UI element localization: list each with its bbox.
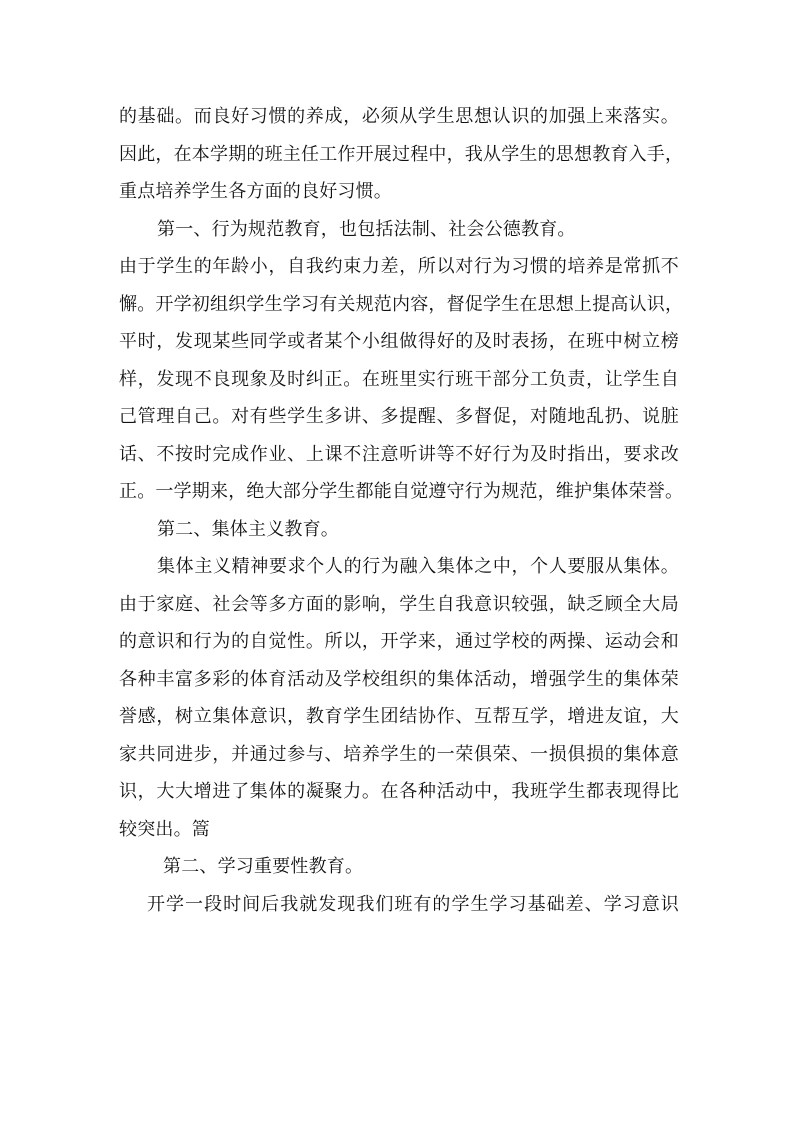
text-line: 集体主义精神要求个人的行为融入集体之中，个人要服从集体。 — [157, 556, 679, 577]
text-line: 识，大大增进了集体的凝聚力。在各种活动中，我班学生都表现得比 — [119, 781, 679, 802]
text-line: 家共同进步，并通过参与、培养学生的一荣俱荣、一损俱损的集体意 — [119, 743, 679, 765]
text-line: 的基础。而良好习惯的养成，必须从学生思想认识的加强上来落实。 — [119, 106, 679, 127]
text-line: 誉感，树立集体意识，教育学生团结协作、互帮互学，增进友谊，大 — [119, 706, 679, 727]
text-line: 平时，发现某些同学或者某个小组做得好的及时表扬，在班中树立榜 — [119, 331, 679, 352]
text-line: 懈。开学初组织学生学习有关规范内容，督促学生在思想上提高认识， — [119, 293, 684, 315]
text-line: 各种丰富多彩的体育活动及学校组织的集体活动，增强学生的集体荣 — [119, 668, 679, 690]
text-line: 重点培养学生各方面的良好习惯。 — [119, 181, 392, 202]
text-line: 的意识和行为的自觉性。所以，开学来，通过学校的两操、运动会和 — [119, 631, 679, 652]
text-line: 由于家庭、社会等多方面的影响，学生自我意识较强，缺乏顾全大局 — [119, 593, 679, 615]
text-line: 因此，在本学期的班主任工作开展过程中，我从学生的思想教育入手， — [119, 143, 684, 165]
section-heading: 第一、行为规范教育，也包括法制、社会公德教育。 — [157, 218, 576, 240]
body-text — [119, 98, 684, 923]
text-line: 己管理自己。对有些学生多讲、多提醒、多督促，对随地乱扔、说脏 — [119, 406, 679, 427]
text-line: 由于学生的年龄小，自我约束力差，所以对行为习惯的培养是常抓不 — [119, 256, 679, 277]
text-line: 较突出。篙 — [119, 818, 210, 840]
text-line: 话、不按时完成作业、上课不注意听讲等不好行为及时指出，要求改 — [119, 443, 679, 465]
text-line: 正。一学期来，绝大部分学生都能自觉遵守行为规范，维护集体荣誉。 — [119, 481, 684, 502]
section-heading: 第二、学习重要性教育。 — [163, 856, 364, 877]
text-line: 开学一段时间后我就发现我们班有的学生学习基础差、学习意识 — [147, 893, 679, 915]
text-line: 样，发现不良现象及时纠正。在班里实行班干部分工负责，让学生自 — [119, 368, 679, 390]
section-heading: 第二、集体主义教育。 — [157, 518, 339, 540]
